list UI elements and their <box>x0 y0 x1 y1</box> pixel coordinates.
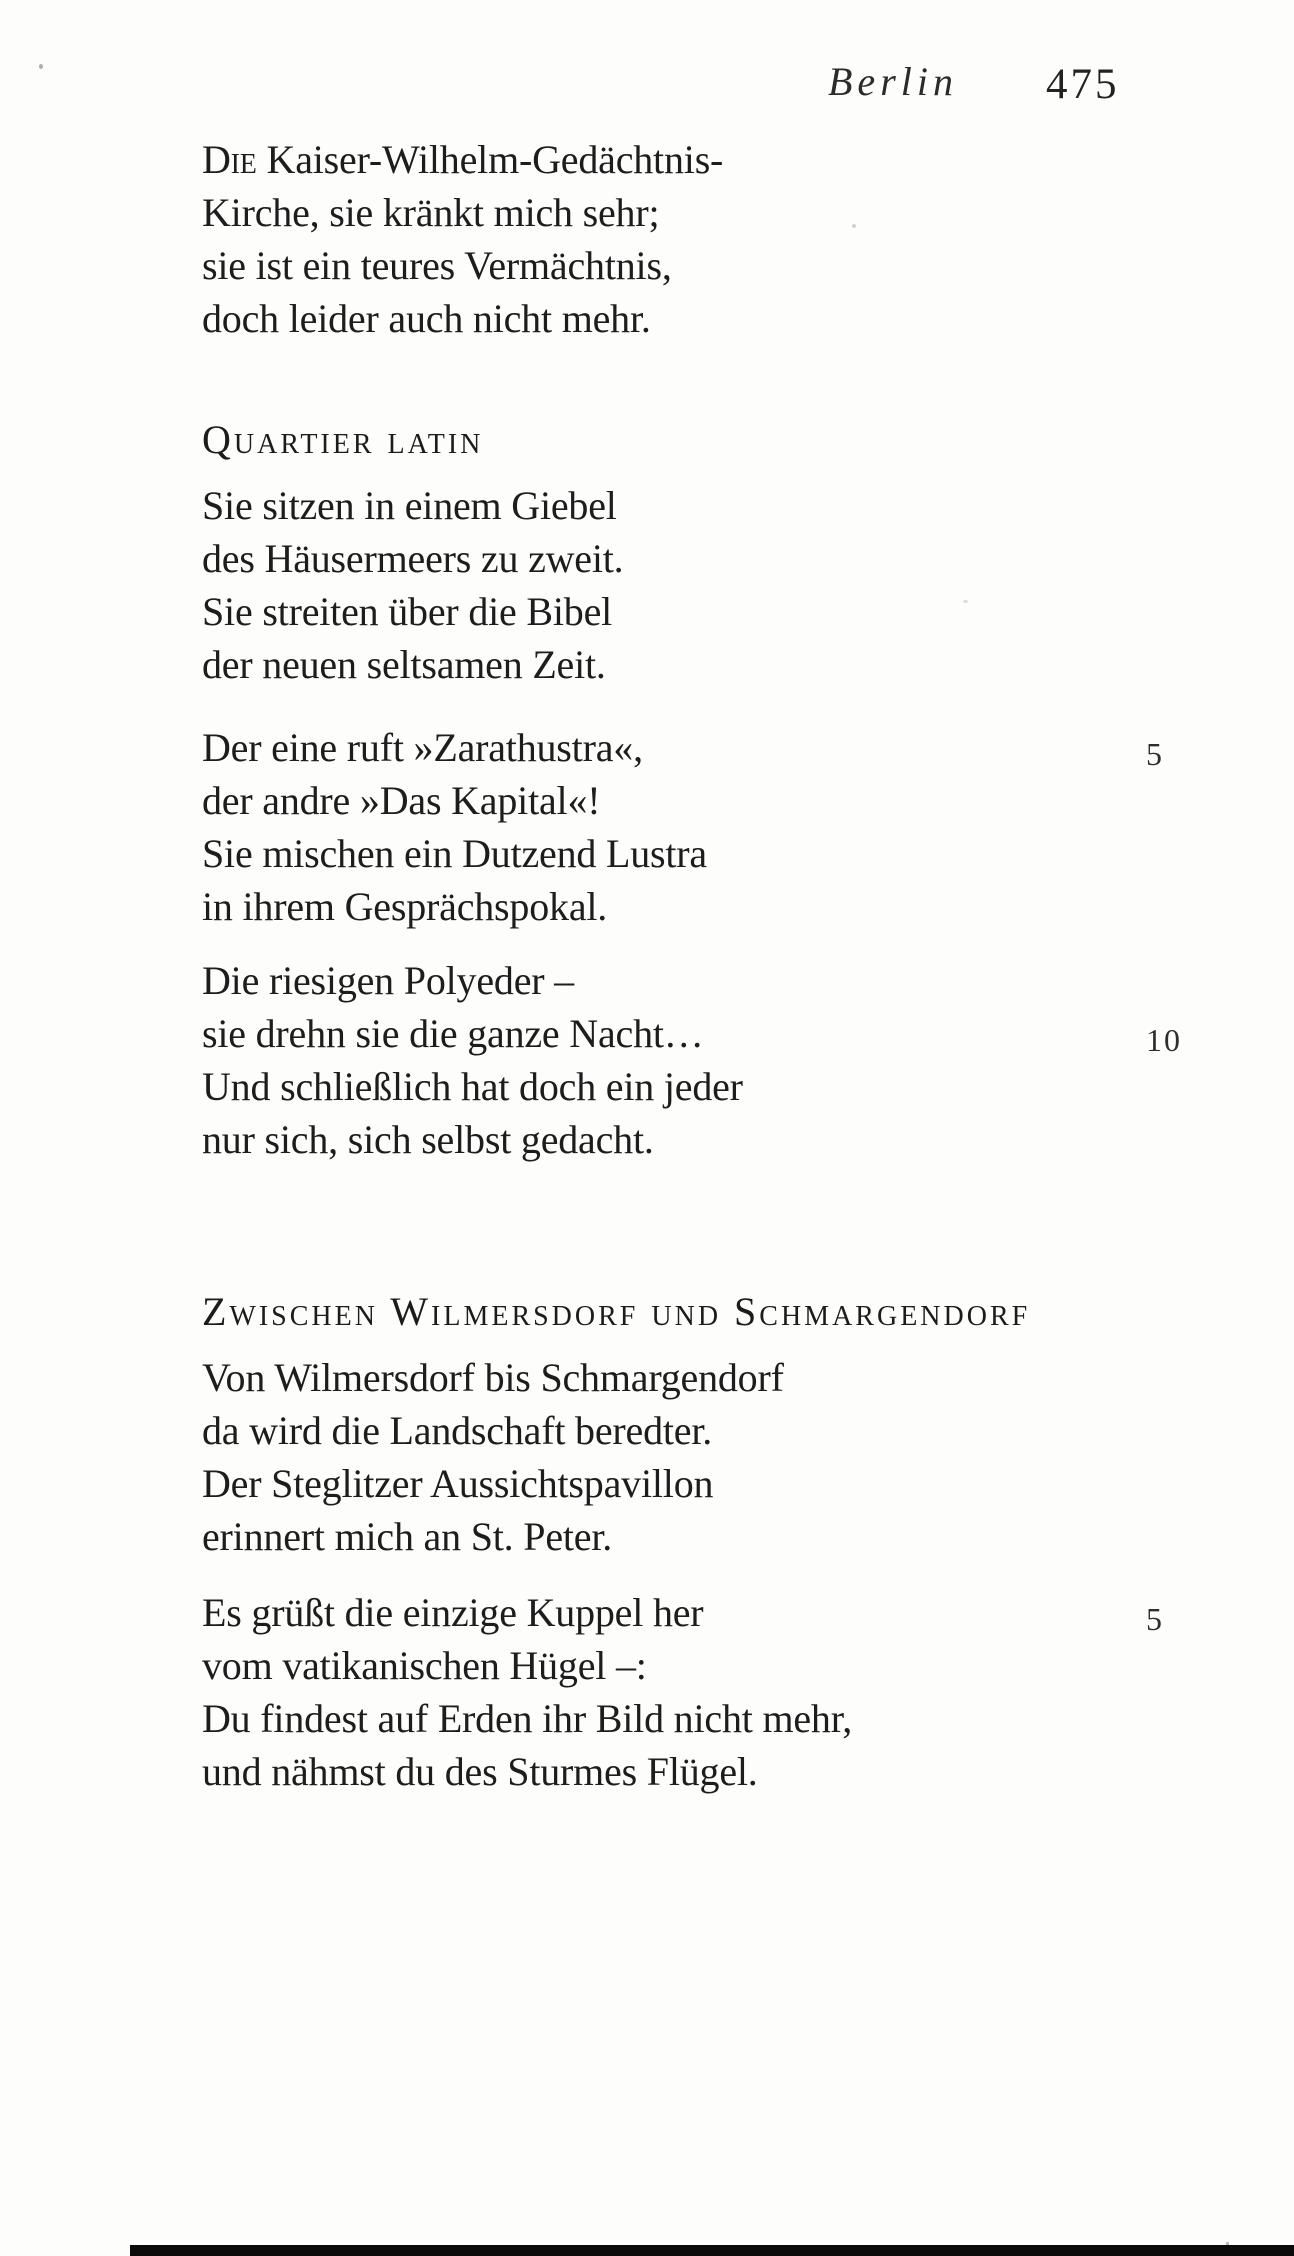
stanza <box>202 133 1202 345</box>
poem-line <box>202 954 1202 1007</box>
poem-line <box>202 585 1202 638</box>
poem-line <box>202 532 1202 585</box>
poem-line-text: Und schließlich hat doch ein jeder <box>202 1064 743 1109</box>
poem-heading: Zwischen Wilmersdorf und Schmargendorf <box>202 1289 1031 1334</box>
poem-line-text: sie drehn sie die ganze Nacht… <box>202 1011 704 1056</box>
poem-line-text: doch leider auch nicht mehr. <box>202 296 651 341</box>
verse-line-number: 5 <box>1146 1601 1164 1637</box>
poem-line <box>202 239 1202 292</box>
poem-line-text: Sie streiten über die Bibel <box>202 589 613 634</box>
poem-heading: Quartier latin <box>202 417 484 462</box>
poem-line <box>202 1060 1202 1113</box>
poem-line <box>202 186 1202 239</box>
poem-line-text: Sie sitzen in einem Giebel <box>202 483 617 528</box>
poem-line <box>202 1745 1202 1798</box>
poem-line-text: Kirche, sie kränkt mich sehr; <box>202 190 660 235</box>
stanza <box>202 479 1202 691</box>
poem-line-text: Du findest auf Erden ihr Bild nicht mehr, <box>202 1696 853 1741</box>
poem-line-text: Kaiser-Wilhelm-Gedächtnis- <box>256 137 724 182</box>
poem-line-text: der andre »Das Kapital«! <box>202 778 601 823</box>
poem-line <box>202 880 1202 933</box>
scan-speck <box>852 224 856 228</box>
poem-line-text: Der Steglitzer Aussichtspavillon <box>202 1461 714 1506</box>
poem-line-text: vom vatikanischen Hügel –: <box>202 1643 647 1688</box>
running-title: Berlin <box>828 59 958 104</box>
poem-line <box>202 292 1202 345</box>
verse-line-number: 5 <box>1146 736 1164 772</box>
poem-line <box>202 721 1202 774</box>
stanza <box>202 1351 1202 1563</box>
poem-line <box>202 1113 1202 1166</box>
scan-edge-bar <box>130 2245 1294 2256</box>
poem-line <box>202 1404 1202 1457</box>
scan-speck <box>963 600 968 603</box>
poem-line-text: erinnert mich an St. Peter. <box>202 1514 613 1559</box>
poem-line-text: Der eine ruft »Zarathustra«, <box>202 725 643 770</box>
poem-line <box>202 133 1202 186</box>
stanza <box>202 954 1202 1166</box>
poem-line-text: da wird die Landschaft beredter. <box>202 1408 713 1453</box>
poem-line <box>202 774 1202 827</box>
poem-line-text: Es grüßt die einzige Kuppel her <box>202 1590 704 1635</box>
poem-line <box>202 1639 1202 1692</box>
poem-line-text: sie ist ein teures Vermächtnis, <box>202 243 672 288</box>
stanza <box>202 721 1202 933</box>
poem-line-text: nur sich, sich selbst gedacht. <box>202 1117 654 1162</box>
page-number: 475 <box>1046 61 1120 108</box>
poem-line <box>202 1351 1202 1404</box>
verse-line-number: 10 <box>1146 1022 1182 1058</box>
poem-line-text: und nähmst du des Sturmes Flügel. <box>202 1749 758 1794</box>
stanza <box>202 1586 1202 1798</box>
poem-line-text: der neuen seltsamen Zeit. <box>202 642 606 687</box>
scan-speck <box>39 64 43 69</box>
poem-line <box>202 638 1202 691</box>
poem-line <box>202 1586 1202 1639</box>
poem-line <box>202 1007 1202 1060</box>
poem-line-text: Von Wilmersdorf bis Schmargendorf <box>202 1355 784 1400</box>
poem-line <box>202 1510 1202 1563</box>
poem-line <box>202 479 1202 532</box>
poem-line-text: Die riesigen Polyeder – <box>202 958 574 1003</box>
poem-line <box>202 1692 1202 1745</box>
poem-line <box>202 827 1202 880</box>
poem-line-text: des Häusermeers zu zweit. <box>202 536 624 581</box>
small-caps-lead: Die <box>202 137 257 182</box>
poem-line-text: Sie mischen ein Dutzend Lustra <box>202 831 707 876</box>
poem-line <box>202 1457 1202 1510</box>
poem-line-text: in ihrem Gesprächspokal. <box>202 884 608 929</box>
